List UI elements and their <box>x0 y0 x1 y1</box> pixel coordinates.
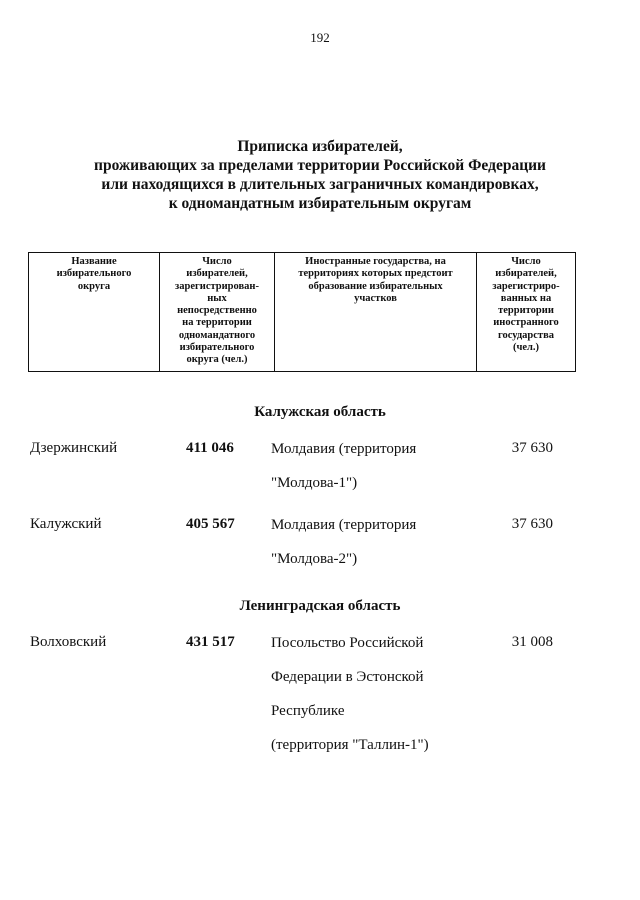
title-line: проживающих за пределами территории Российской Федерации <box>94 157 546 174</box>
title-line: Приписка избирателей, <box>237 138 403 155</box>
header-line: избирательного <box>179 342 255 354</box>
territory-line: Республике <box>271 703 345 719</box>
header-line: территории <box>498 305 554 317</box>
district-voters: 411 046 <box>186 440 234 456</box>
header-line: избирателей, <box>186 268 248 280</box>
territory-line: Посольство Российской <box>271 635 424 651</box>
header-district-name <box>29 253 160 372</box>
territory-line: Молдавия (территория <box>271 517 417 533</box>
abroad-voters: 31 008 <box>511 634 553 650</box>
header-line: иностранного <box>493 317 559 329</box>
header-line: непосредственно <box>177 305 257 317</box>
region-heading: Ленинградская область <box>239 598 401 614</box>
header-line: на территории <box>182 317 252 329</box>
header-line: округа <box>77 280 111 292</box>
title-line: или находящихся в длительных заграничных командировках, <box>101 176 539 193</box>
header-voters-in-district <box>160 253 275 372</box>
header-line: (чел.) <box>512 342 540 354</box>
foreign-territory <box>271 508 416 576</box>
territory-line: Федерации в Эстонской <box>271 669 424 685</box>
abroad-voters: 37 630 <box>511 516 553 532</box>
header-line: ванных на <box>500 292 552 304</box>
header-line: ных <box>207 292 227 304</box>
header-line: Иностранные государства, на <box>305 256 446 267</box>
territory-line: "Молдова-2") <box>271 551 358 567</box>
territory-line: Молдавия (территория <box>271 441 417 457</box>
header-line: образование избирательных <box>308 280 443 292</box>
district-name: Волховский <box>30 634 107 650</box>
region-heading: Калужская область <box>254 404 386 420</box>
foreign-territory <box>271 626 429 762</box>
header-foreign-states <box>275 253 477 372</box>
header-line: округа (чел.) <box>186 354 248 366</box>
header-line: участков <box>354 292 397 304</box>
header-line: одномандатного <box>178 329 256 341</box>
header-line: государства <box>497 329 554 341</box>
document-title <box>0 137 640 213</box>
header-line: Число <box>202 256 232 267</box>
header-voters-abroad <box>477 253 576 372</box>
header-line: зарегистрирован- <box>175 280 259 292</box>
district-voters: 405 567 <box>186 516 235 532</box>
district-name: Калужский <box>30 516 102 532</box>
header-line: Число <box>511 256 541 267</box>
territory-line: "Молдова-1") <box>271 475 358 491</box>
header-table <box>28 252 576 372</box>
abroad-voters: 37 630 <box>511 440 553 456</box>
district-name: Дзержинский <box>30 440 118 456</box>
header-line: территориях которых предстоит <box>298 268 453 280</box>
page-number: 192 <box>310 30 330 45</box>
header-line: избирательного <box>56 268 132 280</box>
header-line: избирателей, <box>495 268 557 280</box>
territory-line: (территория "Таллин-1") <box>271 737 429 753</box>
district-voters: 431 517 <box>186 634 235 650</box>
header-line: Название <box>71 256 117 267</box>
title-line: к одномандатным избирательным округам <box>168 195 472 212</box>
foreign-territory <box>271 432 416 500</box>
header-line: зарегистриро- <box>492 280 560 292</box>
header-row <box>29 253 576 372</box>
